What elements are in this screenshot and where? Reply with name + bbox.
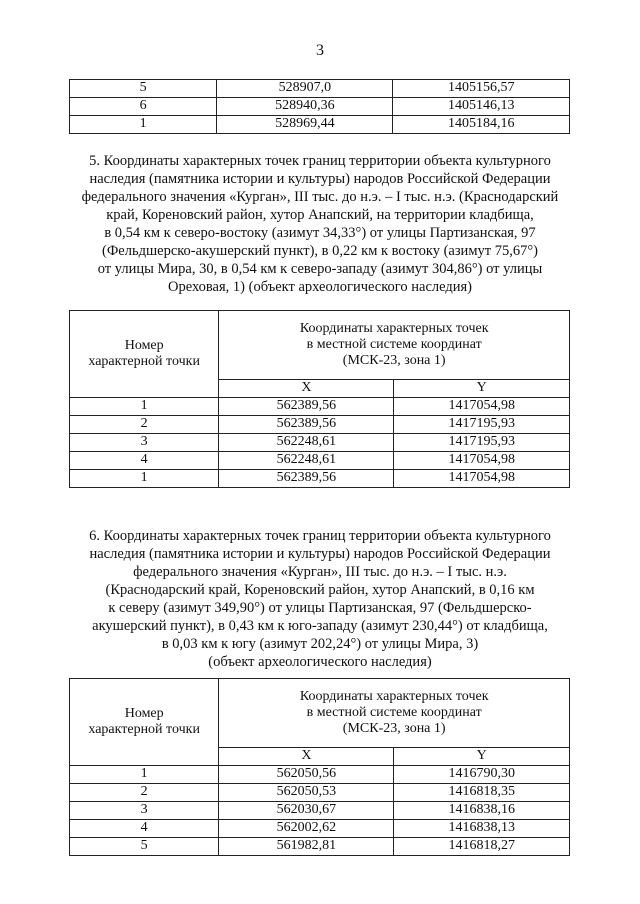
heading-line: (Фельдшерско-акушерский пункт), в 0,22 км к востоку (азимут 75,67°): [102, 243, 538, 259]
heading-line: в 0,03 км к югу (азимут 202,24°) от улицы Мира, 3): [161, 636, 479, 652]
section-6-coordinates-table: [69, 678, 570, 856]
y-coordinate-cell: 1417054,98: [394, 398, 570, 416]
x-coordinate-cell: 562002,62: [219, 820, 394, 838]
section-6-heading: [60, 527, 580, 671]
table-row: [70, 838, 570, 856]
point-number-cell: 5: [70, 80, 217, 98]
x-column-header: X: [219, 748, 394, 766]
header-line: Номер: [124, 337, 164, 353]
heading-line: к северу (азимут 349,90°) от улицы Партизанская, 97 (Фельдшерско-: [108, 600, 532, 616]
y-coordinate-cell: 1417054,98: [394, 452, 570, 470]
x-coordinate-cell: 528940,36: [217, 98, 393, 116]
point-number-cell: 1: [70, 766, 219, 784]
header-line: (МСК-23, зона 1): [342, 353, 446, 369]
coordinates-group-header: [219, 311, 570, 380]
table-row: [70, 434, 570, 452]
heading-line: 5. Координаты характерных точек границ территории объекта культурного: [89, 153, 551, 169]
y-coordinate-cell: 1405146,13: [393, 98, 570, 116]
coordinates-table-continuation: [69, 79, 570, 134]
point-number-header: [70, 679, 219, 766]
header-line: характерной точки: [88, 722, 200, 737]
header-line: Координаты характерных точек: [299, 688, 489, 704]
y-coordinate-cell: 1405156,57: [393, 80, 570, 98]
heading-line: наследия (памятника истории и культуры) народов Российской Федерации: [89, 171, 551, 187]
x-coordinate-cell: 562389,56: [219, 470, 394, 488]
x-coordinate-cell: 562248,61: [219, 434, 394, 452]
point-number-cell: 6: [70, 98, 217, 116]
table-row: [70, 766, 570, 784]
y-coordinate-cell: 1416818,27: [394, 838, 570, 856]
table-row: [70, 116, 570, 134]
header-line: в местной системе координат: [306, 704, 482, 720]
heading-line: (объект археологического наследия): [208, 654, 432, 670]
point-number-cell: 3: [70, 434, 219, 452]
page-number: 3: [316, 42, 324, 59]
x-coordinate-cell: 562030,67: [219, 802, 394, 820]
heading-line: Ореховая, 1) (объект археологического наследия): [167, 279, 473, 295]
heading-line: наследия (памятника истории и культуры) народов Российской Федерации: [89, 546, 551, 562]
x-coordinate-cell: 528907,0: [217, 80, 393, 98]
x-coordinate-cell: 562050,56: [219, 766, 394, 784]
x-column-header: X: [219, 380, 394, 398]
heading-line: край, Кореновский район, хутор Анапский, на территории кладбища,: [106, 207, 534, 223]
point-number-cell: 2: [70, 416, 219, 434]
header-line: характерной точки: [88, 354, 200, 369]
y-coordinate-cell: 1417195,93: [394, 416, 570, 434]
x-coordinate-cell: 528969,44: [217, 116, 393, 134]
section-5-coordinates-table: [69, 310, 570, 488]
point-number-cell: 2: [70, 784, 219, 802]
point-number-cell: 4: [70, 452, 219, 470]
coordinates-group-header: [219, 679, 570, 748]
heading-line: (Краснодарский край, Кореновский район, хутор Анапский, в 0,16 км: [105, 582, 535, 598]
point-number-cell: 3: [70, 802, 219, 820]
heading-line: федерального значения «Курган», III тыс. до н.э. – I тыс. н.э. (Краснодарский: [81, 189, 559, 205]
table-row: [70, 398, 570, 416]
heading-line: акушерский пункт), в 0,43 км к юго-западу (азимут 230,44°) от кладбища,: [92, 618, 548, 634]
section-5-heading: [60, 152, 580, 296]
point-number-header: [70, 311, 219, 398]
table-row: [70, 802, 570, 820]
point-number-cell: 1: [70, 116, 217, 134]
y-column-header: Y: [394, 380, 570, 398]
y-coordinate-cell: 1417054,98: [394, 470, 570, 488]
table-row: [70, 820, 570, 838]
y-coordinate-cell: 1416818,35: [394, 784, 570, 802]
x-coordinate-cell: 562248,61: [219, 452, 394, 470]
y-coordinate-cell: 1416838,13: [394, 820, 570, 838]
point-number-cell: 1: [70, 398, 219, 416]
point-number-cell: 4: [70, 820, 219, 838]
table-row: [70, 470, 570, 488]
header-line: (МСК-23, зона 1): [342, 721, 446, 737]
table-row: [70, 98, 570, 116]
heading-line: от улицы Мира, 30, в 0,54 км к северо-западу (азимут 304,86°) от улицы: [97, 261, 543, 277]
table-row: [70, 80, 570, 98]
x-coordinate-cell: 562389,56: [219, 398, 394, 416]
heading-line: федерального значения «Курган», III тыс. до н.э. – I тыс. н.э.: [133, 564, 507, 580]
x-coordinate-cell: 561982,81: [219, 838, 394, 856]
header-line: Номер: [124, 705, 164, 721]
point-number-cell: 1: [70, 470, 219, 488]
table-row: [70, 784, 570, 802]
y-column-header: Y: [394, 748, 570, 766]
x-coordinate-cell: 562389,56: [219, 416, 394, 434]
y-coordinate-cell: 1416838,16: [394, 802, 570, 820]
y-coordinate-cell: 1417195,93: [394, 434, 570, 452]
table-row: [70, 416, 570, 434]
heading-line: в 0,54 км к северо-востоку (азимут 34,33°) от улицы Партизанская, 97: [104, 225, 536, 241]
y-coordinate-cell: 1416790,30: [394, 766, 570, 784]
point-number-cell: 5: [70, 838, 219, 856]
header-line: Координаты характерных точек: [299, 320, 489, 336]
heading-line: 6. Координаты характерных точек границ территории объекта культурного: [89, 528, 551, 544]
header-line: в местной системе координат: [306, 336, 482, 352]
x-coordinate-cell: 562050,53: [219, 784, 394, 802]
table-row: [70, 452, 570, 470]
y-coordinate-cell: 1405184,16: [393, 116, 570, 134]
